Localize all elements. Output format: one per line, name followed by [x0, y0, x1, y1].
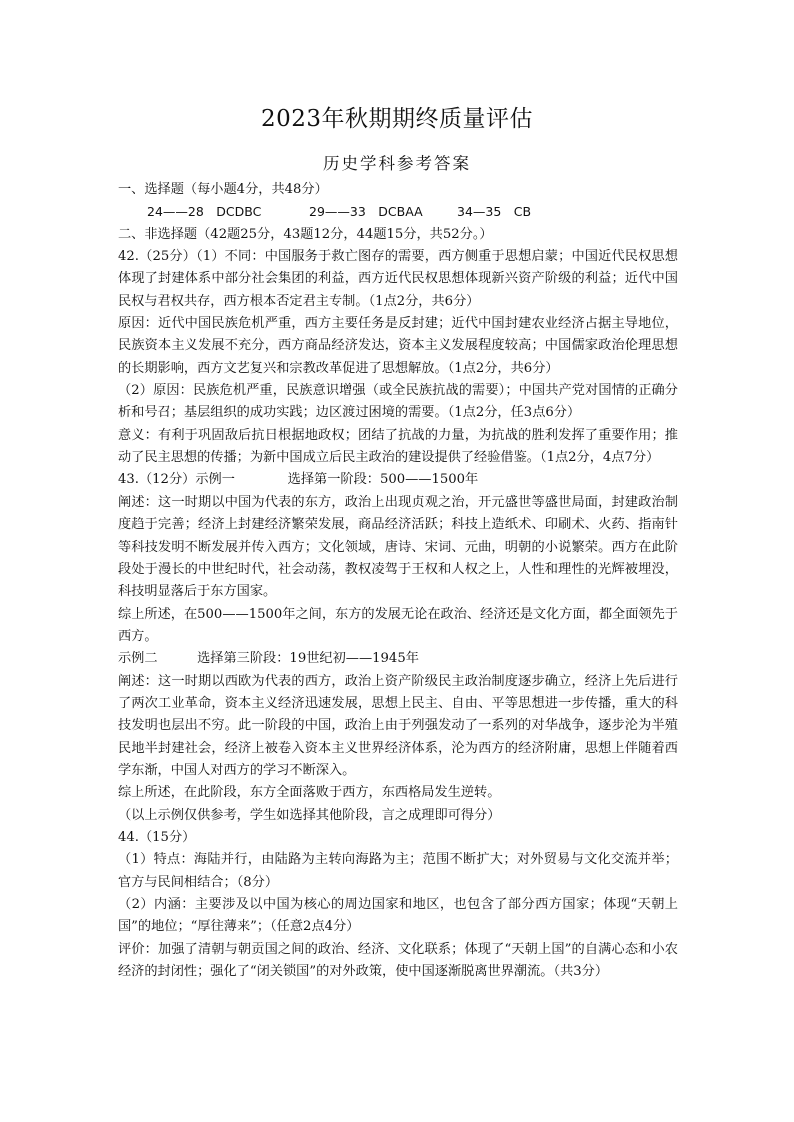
answer-group: 34—35 CB: [457, 204, 532, 220]
paragraph: 评价：加强了清朝与朝贡国之间的政治、经济、文化联系；体现了“天朝上国”的自满心态和小农经济的封闭性；强化了“闭关锁国”的对外政策，使中国逐渐脱离世界潮流。（共3分）: [118, 941, 678, 980]
paragraph: 43.（12分）示例一 选择第一阶段：500——1500年: [118, 472, 479, 488]
paragraph: 阐述：这一时期以西欧为代表的西方，政治上资产阶级民主政治制度逐步确立，经济上先后进行了两次工业革命，资本主义经济迅速发展，思想上民主、自由、平等思想进一步传播，重大的科技发明也层出不穷。此一阶段的中国，政治上由于列强发动了一系列的对华战争，逐步沦为半殖民地半封建社会，经济上被卷入资本主义世界经济体系，沦为西方的经济附庸，思想上伴随着西学东渐，中国人对西方的学习不断深入。: [118, 673, 678, 778]
page-subtitle: 历史学科参考答案: [323, 154, 471, 173]
paragraph: （1）特点：海陆并行，由陆路为主转向海路为主；范围不断扩大；对外贸易与文化交流并举；官方与民间相结合；（8分）: [118, 852, 678, 890]
page-title: 2023年秋期期终质量评估: [260, 106, 534, 132]
paragraph: 42.（25分）（1）不同：中国服务于救亡图存的需要，西方侧重于思想启蒙；中国近代民权思想体现了封建体系中部分社会集团的利益，西方近代民权思想体现新兴资产阶级的利益；近代中国民权与君权共存，西方根本否定君主专制。（1点2分，共6分）: [118, 249, 678, 309]
multiple-choice-answers: [118, 201, 678, 223]
paragraph: 意义：有利于巩固敌后抗日根据地政权；团结了抗战的力量，为抗战的胜利发挥了重要作用；推动了民主思想的传播；为新中国成立后民主政治的建设提供了经验借鉴。（1点2分，4点7分）: [118, 427, 678, 466]
answer-group: 24——28 DCDBC: [147, 204, 262, 220]
paragraph: 44.（15分）: [118, 829, 196, 845]
paragraph: （2）内涵：主要涉及以中国为核心的周边国家和地区，也包含了部分西方国家；体现“天朝上国”的地位；“厚往薄来”；（任意2点4分）: [118, 897, 678, 935]
paragraph: 阐述：这一时期以中国为代表的东方，政治上出现贞观之治，开元盛世等盛世局面，封建政治制度趋于完善；经济上封建经济繁荣发展，商品经济活跃；科技上造纸术、印刷术、火药、指南针等科技发明不断发展并传入西方；文化领域，唐诗、宋词、元曲，明朝的小说繁荣。西方在此阶段处于漫长的中世纪时代，社会动荡，教权凌驾于王权和人权之上，人性和理性的光辉被埋没，科技明显落后于东方国家。: [118, 494, 678, 600]
paragraph: （2）原因：民族危机严重，民族意识增强（或全民族抗战的需要）；中国共产党对国情的正确分析和号召；基层组织的成功实践；边区渡过困境的需要。（1点2分，任3点6分）: [118, 383, 678, 421]
paragraph: 示例二 选择第三阶段：19世纪初——1945年: [118, 651, 419, 667]
section-2-heading: 二、非选择题（42题25分，43题12分，44题15分，共52分。）: [118, 226, 493, 242]
paragraph: （以上示例仅供参考，学生如选择其他阶段，言之成理即可得分）: [118, 807, 501, 823]
paragraph: 综上所述，在500——1500年之间，东方的发展无论在政治、经济还是文化方面，都全面领先于西方。: [118, 606, 678, 644]
answer-group: 29——33 DCBAA: [309, 204, 423, 220]
paragraph: 综上所述，在此阶段，东方全面落败于西方，东西格局发生逆转。: [118, 785, 501, 801]
answer-content: [118, 179, 678, 983]
paragraph: 原因：近代中国民族危机严重，西方主要任务是反封建；近代中国封建农业经济占据主导地位，民族资本主义发展不充分，西方商品经济发达，资本主义发展程度较高；中国儒家政治伦理思想的长期影响，西方文艺复兴和宗教改革促进了思想解放。（1点2分，共6分）: [118, 316, 678, 376]
section-1-heading: 一、选择题（每小题4分，共48分）: [118, 182, 328, 197]
